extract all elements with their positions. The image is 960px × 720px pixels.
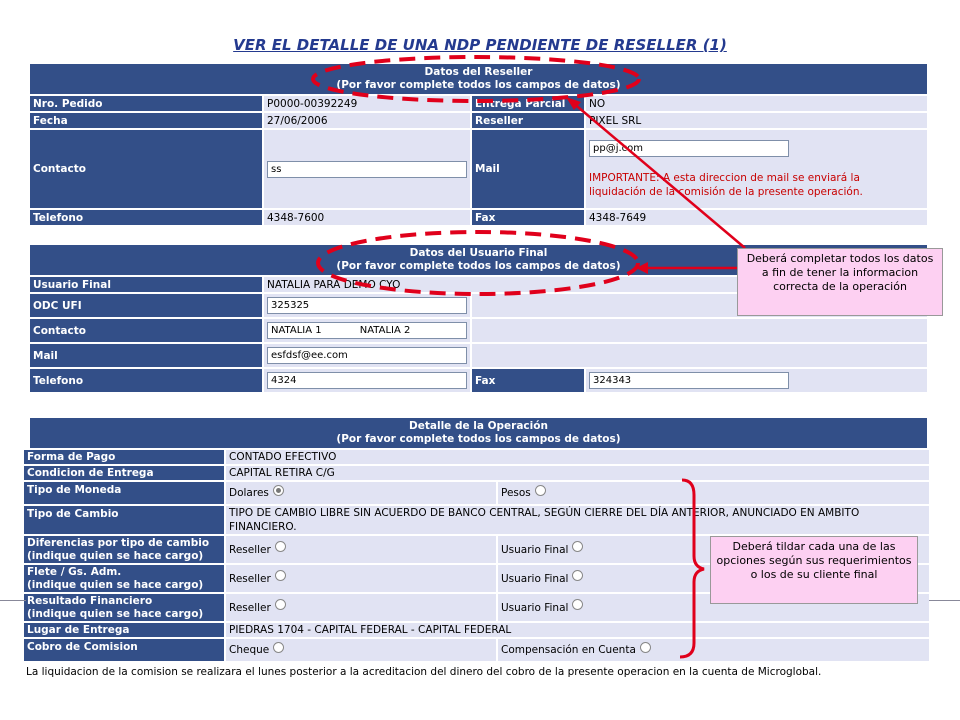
cobro-compensacion-option[interactable]: Compensación en Cuenta	[498, 639, 929, 661]
forma-pago-value: CONTADO EFECTIVO	[226, 450, 929, 464]
reseller-label: Reseller	[472, 113, 584, 128]
annotation-note-complete: Deberá completar todos los datos a fin de tener la informacion correcta de la operación	[737, 248, 943, 316]
reseller-value: PIXEL SRL	[586, 113, 927, 128]
flete-label: Flete / Gs. Adm. (indique quien se hace cargo)	[24, 565, 224, 592]
nro-pedido-label: Nro. Pedido	[30, 96, 262, 111]
condicion-entrega-label: Condicion de Entrega	[24, 466, 224, 480]
cobro-cheque-option[interactable]: Cheque	[226, 639, 496, 661]
telefono-value: 4348-7600	[264, 210, 470, 225]
diferencias-usuario-option[interactable]: Usuario Final	[498, 536, 929, 563]
reseller-header: Datos del Reseller (Por favor complete todos los campos de datos)	[30, 64, 927, 94]
tipo-moneda-label: Tipo de Moneda	[24, 482, 224, 504]
nro-pedido-value: P0000-00392249	[264, 96, 470, 111]
fecha-value: 27/06/2006	[264, 113, 470, 128]
diferencias-label: Diferencias por tipo de cambio (indique quien se hace cargo)	[24, 536, 224, 563]
usuario-final-value: NATALIA PARA DEMO CYO	[264, 277, 927, 292]
usuario-mail-label: Mail	[30, 344, 262, 367]
annotation-note-options: Deberá tildar cada una de las opciones según sus requerimientos o los de su cliente final	[710, 536, 918, 604]
diferencias-reseller-option[interactable]: Reseller	[226, 536, 496, 563]
resultado-usuario-option[interactable]: Usuario Final	[498, 594, 929, 621]
usuario-header: Datos del Usuario Final (Por favor complete todos los campos de datos)	[30, 245, 927, 275]
entrega-parcial-value: NO	[586, 96, 927, 111]
arrow-line-1	[572, 102, 745, 248]
lugar-entrega-label: Lugar de Entrega	[24, 623, 224, 637]
mail-label: Mail	[472, 130, 584, 208]
contacto-label: Contacto	[30, 130, 262, 208]
flete-usuario-option[interactable]: Usuario Final	[498, 565, 929, 592]
resultado-reseller-option[interactable]: Reseller	[226, 594, 496, 621]
cobro-comision-label: Cobro de Comision	[24, 639, 224, 661]
usuario-fax-label: Fax	[472, 369, 584, 392]
fax-label: Fax	[472, 210, 584, 225]
curly-brace	[680, 480, 704, 657]
tipo-cambio-label: Tipo de Cambio	[24, 506, 224, 534]
usuario-contacto-label: Contacto	[30, 319, 262, 342]
fax-value: 4348-7649	[586, 210, 927, 225]
lugar-entrega-value: PIEDRAS 1704 - CAPITAL FEDERAL - CAPITAL FEDERAL	[226, 623, 929, 637]
odc-ufi-label: ODC UFI	[30, 294, 262, 317]
flete-reseller-option[interactable]: Reseller	[226, 565, 496, 592]
entrega-parcial-label: Entrega Parcial	[472, 96, 584, 111]
footer-note: La liquidacion de la comision se realizara el lunes posterior a la acreditacion del dinero del cobro de la presente operacion en la cuenta de Microglobal.	[26, 666, 822, 678]
ellipse-usuario-header	[318, 232, 638, 294]
moneda-dolares-option[interactable]: Dolares	[226, 482, 496, 504]
usuario-final-label: Usuario Final	[30, 277, 262, 292]
fecha-label: Fecha	[30, 113, 262, 128]
resultado-label: Resultado Financiero (indique quien se hace cargo)	[24, 594, 224, 621]
telefono-label: Telefono	[30, 210, 262, 225]
forma-pago-label: Forma de Pago	[24, 450, 224, 464]
condicion-entrega-value: CAPITAL RETIRA C/G	[226, 466, 929, 480]
page-title: VER EL DETALLE DE UNA NDP PENDIENTE DE RESELLER (1)	[233, 36, 727, 54]
usuario-telefono-label: Telefono	[30, 369, 262, 392]
moneda-pesos-option[interactable]: Pesos	[498, 482, 929, 504]
mail-warning: IMPORTANTE: A esta direccion de mail se enviará la liquidación de la comisión de la presente operación.	[589, 171, 863, 198]
operacion-header: Detalle de la Operación (Por favor complete todos los campos de datos)	[30, 418, 927, 448]
ellipse-reseller-header	[313, 57, 639, 101]
tipo-cambio-value: TIPO DE CAMBIO LIBRE SIN ACUERDO DE BANCO CENTRAL, SEGÚN CIERRE DEL DÍA ANTERIOR, ANUNCIADO EN AMBITO FINANCIERO.	[226, 506, 929, 534]
